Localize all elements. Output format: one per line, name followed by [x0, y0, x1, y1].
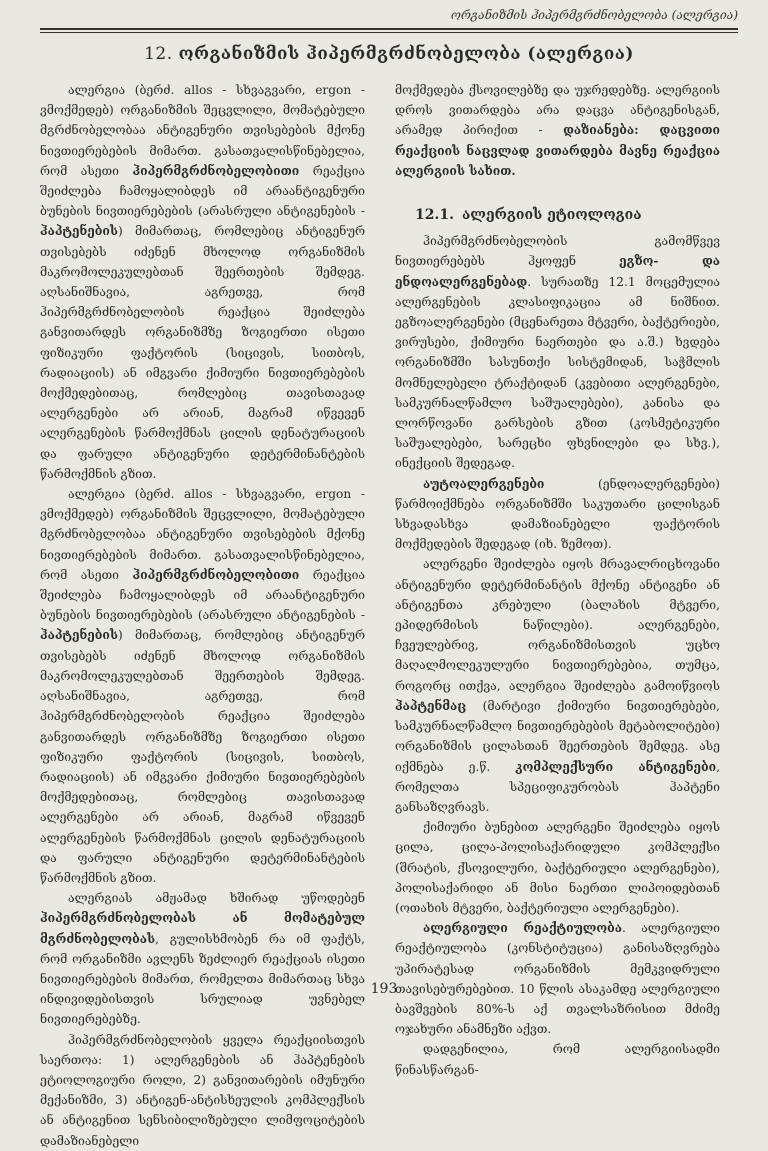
left-paragraph-1: ალერგია (ბერძ. allos - სხვაგვარი, ergon - ვმოქმედებ) ორგანიზმის შეცვლილი, მომატებული მგრძნობელობაა ანტიგენური თვისებების მქონე ნივთიერებების მიმართ. გასათვალისწინებელია, რომ ასეთი ჰიპერმგრძნობელობითი რეაქცია შეიძლება ჩამოყალიბდეს იმ არაანტიგენური ბუნების ნივთიერებების (არასრული ანტიგენების - ჰაპტენების) მიმართაც, რომლებიც ანტიგენურ თვისებებს იძენენ მხოლოდ ორგანიზმის მაკრომოლეკულებთან შეერთების შემდეგ. აღსანიშნავია, აგრეთვე, რომ ჰიპერმგრძნობელობის რეაქცია შეიძლება განვითარდეს ორგანიზმზე ზოგიერთი ისეთი ფიზიკური ფაქტორის (სიცივის, სითბოს, რადიაციის) ან იმგვარი ქიმიური ნივთიერებების მოქმედებითაც, რომლებიც თავისთავად ალერგენები არ არიან, მაგრამ იწვევენ ალერგენების წარმოქმნას ცილის დენატურაციის და ფარული ანტიგენური დეტერმინანტების წარმოქმნის გზით.: [40, 83, 366, 481]
section-number: 12.1.: [415, 207, 454, 224]
section-heading: [415, 205, 720, 225]
right-paragraph-3: ალერგენი შეიძლება იყოს მრავალრიცხოვანი ანტიგენური დეტერმინანტის მქონე ანტიგენი ან ანტიგენთა კრებული (ბალახის მტვერი, ეპიდერმისის ნაწილები). ალერგენები, ჩვეულებრივ, ორგანიზმისთვის უცხო მაღალმოლეკულური ნივთიერებებია, თუმცა, როგორც ითქვა, ალერგია შეიძლება გამოიწვიოს ჰაპტენმაც (მარტივი ქიმიური ნივთიერებები, სამკურნალწამლო ნივთიერებების მეტაბოლიტები) ორგანიზმის ცილასთან შეერთების შემდეგ. ასე იქმნება ე.წ. კომპლექსური ანტიგენები, რომელთა სპეციფიკურობას ჰაპტენი განსაზღვრავს.: [395, 557, 721, 814]
right-paragraph-6: დადგენილია, რომ ალერგიისადმი წინასწარგან-: [395, 1042, 720, 1077]
right-paragraph-5: ალერგიული რეაქტიულობა. ალერგიული რეაქტიულობა (კონსტიტუცია) განისაზღვრება უპირატესად ორგანიზმის მემკვიდრული თავისებურებებით. 10 წლის ასაკამდე ალერგიული ბავშვების 80%-ს აქ თვალსაზრისით მძიმე ოჯახური ანამნეზი აქვთ.: [395, 921, 720, 1037]
left-paragraph-2: ალერგია (ბერძ. allos - სხვაგვარი, ergon - ვმოქმედებ) ორგანიზმის შეცვლილი, მომატებული მგრძნობელობაა ანტიგენური თვისებების მქონე ნივთიერებების მიმართ. გასათვალისწინებელია, რომ ასეთი ჰიპერმგრძნობელობითი რეაქცია შეიძლება ჩამოყალიბდეს იმ არაანტიგენური ბუნების ნივთიერებების (არასრული ანტიგენების - ჰაპტენების) მიმართაც, რომლებიც ანტიგენურ თვისებებს იძენენ მხოლოდ ორგანიზმის მაკრომოლეკულებთან შეერთების შემდეგ. აღსანიშნავია, აგრეთვე, რომ ჰიპერმგრძნობელობის რეაქცია შეიძლება განვითარდეს ორგანიზმზე ზოგიერთი ისეთი ფიზიკური ფაქტორის (სიცივის, სითბოს, რადიაციის) ან იმგვარი ქიმიური ნივთიერებების მოქმედებითაც, რომლებიც თავისთავად ალერგენები არ არიან, მაგრამ იწვევენ ალერგენების წარმოქმნას ცილის დენატურაციის და ფარული ანტიგენური დეტერმინანტების წარმოქმნის გზით.: [40, 487, 366, 885]
chapter-title-text: ორგანიზმის ჰიპერმგრძნობელობა (ალერგია): [178, 44, 634, 64]
header-rule: [40, 28, 738, 33]
running-head: ორგანიზმის ჰიპერმგრძნობელობა (ალერგია): [450, 8, 738, 22]
right-column: [395, 80, 720, 1080]
page-number: 193: [370, 981, 398, 997]
left-paragraph-3: ალერგიას ამჟამად ხშირად უწოდებენ ჰიპერმგრძნობელობას ან მომატებულ მგრძნობელობას, გულისხმობენ რა იმ ფაქტს, რომ ორგანიზმი ავლენს ზეძლიერ რეაქციას ისეთი ნივთიერებების მიმართ, რომელთა მიმართაც სხვა ინდივიდებისთვის სრულიად უვნებელ ნივთიერებებზე.: [40, 891, 365, 1027]
section-title: ალერგიის ეტიოლოგია: [461, 207, 642, 224]
chapter-title: [40, 44, 738, 64]
right-paragraph-0: მოქმედება ქსოვილებზე და უჯრედებზე. ალერგიის დროს ვითარდება არა დაცვა ანტიგენისგან, არამედ პირიქით - დაზიანება: დაცვითი რეაქციის ნაცვლად ვითარდება მავნე რეაქცია ალერგიის სახით.: [395, 83, 720, 178]
right-paragraph-2: აუტოალერგენები (ენდოალერგენები) წარმოიქმნება ორგანიზმში საკუთარი ცილისგან სხვადასხვა დამაზიანებელი ფაქტორის მოქმედების შედეგად (იხ. ზემოთ).: [395, 476, 720, 552]
left-paragraph-4: ჰიპერმგრძნობელობის ყველა რეაქციისთვის საერთოა: 1) ალერგენების ან ჰაპტენების ეტიოლოგიური როლი, 2) განვითარების იმუნური მექანიზმი, 3) ანტიგენ-ანტისხეულის კომპლექსის ან ანტიგენით სენსიბილიზებული ლიმფოციტების დამაზიანებელი: [40, 1032, 365, 1148]
right-paragraph-1: ჰიპერმგრძნობელობის გამომწვევ ნივთიერებებს ჰყოფენ ეგზო- და ენდოალერგენებად. სურათზე 12.1 მოცემულია ალერგენების კლასიფიკაცია ამ ნიშნით. ეგზოალერგენები (მცენარეთა მტვერი, ბაქტერიები, ვირუსები, ქიმიური ნაერთები და ა.შ.) ხვდება ორგანიზმში სასუნთქი სისტემიდან, საჭმლის მომნელებელი ტრაქტიდან (კვებითი ალერგენები, სამკურნალწამლო საშუალებები), კანისა და ლორწოვანი გარსების გზით (კოსმეტიკური საშუალებები, სარეცხი ფხვნილები და სხვ.), ინექციის შედეგად.: [395, 234, 721, 471]
chapter-number: 12.: [144, 44, 173, 64]
right-paragraph-4: ქიმიური ბუნებით ალერგენი შეიძლება იყოს ცილა, ცილა-პოლისაქარიდული კომპლექსი (შრატის, ქსოვილური, ბაქტერიული ალერგენები), პოლისაქარიდი ან მისი ნაერთი ლიპოიდებთან (ოთახის მტვერი, ბაქტერიული ალერგენები).: [395, 820, 720, 915]
